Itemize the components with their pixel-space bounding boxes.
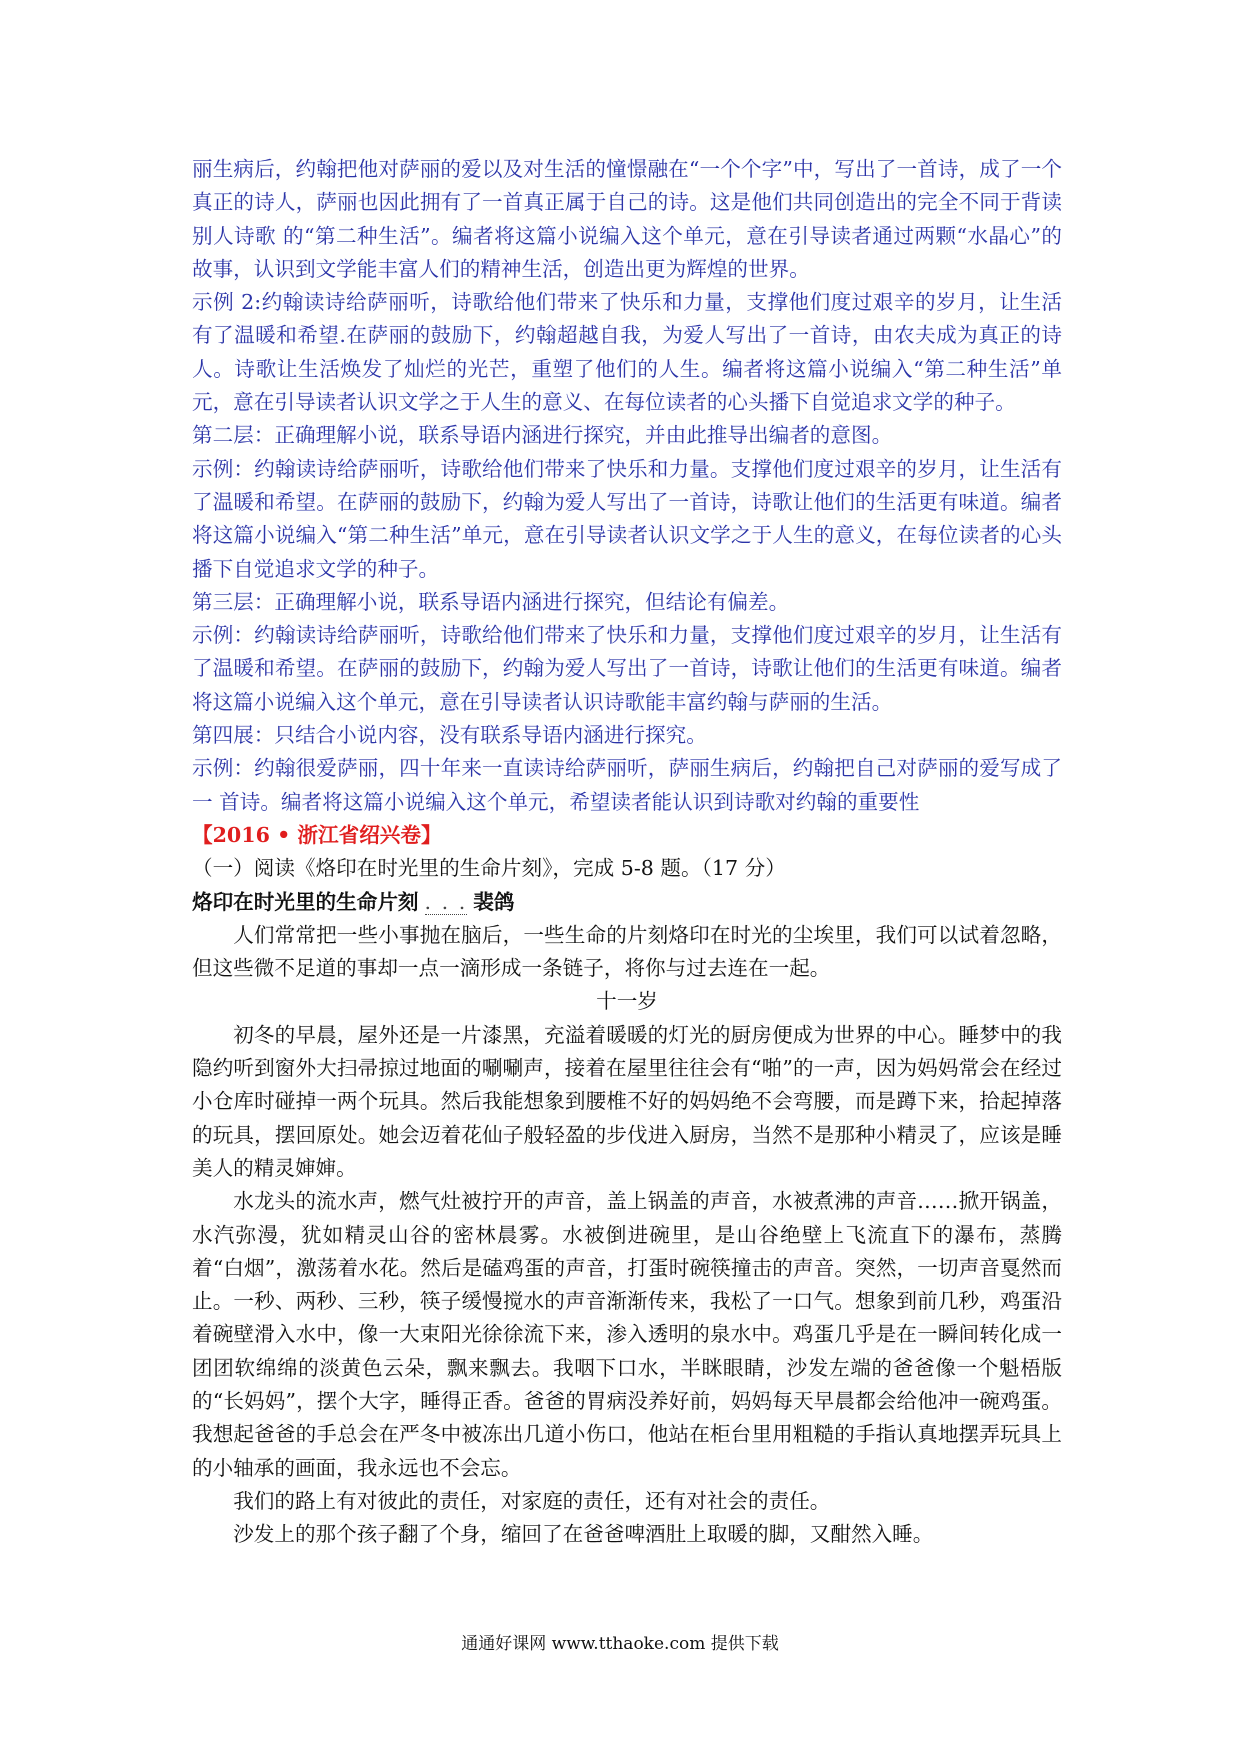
answer-example-2: 示例 2:约翰读诗给萨丽听，诗歌给他们带来了快乐和力量，支撑他们度过艰辛的岁月，让生活有了温暖和希望.在萨丽的鼓励下，约翰超越自我，为爱人写出了一首诗，由农夫成为真正的诗人。诗歌让生活焕发了灿烂的光芒，重塑了他们的人生。编者将这篇小说编入“第二种生活”单元，意在引导读者认识文学之于人生的意义、在每位读者的心头播下自觉追求文学的种子。 <box>192 290 1062 415</box>
answer-level-3-heading: 第三层：正确理解小说，联系导语内涵进行探究，但结论有偏差。 <box>192 589 790 614</box>
page-content <box>192 153 1062 1551</box>
article-paragraph-3: 我们的路上有对彼此的责任，对家庭的责任，还有对社会的责任。 <box>233 1488 831 1513</box>
page-footer: 通通好课网 www.tthaoke.com 提供下载 <box>461 1634 779 1654</box>
article-paragraph-2: 水龙头的流水声，燃气灶被拧开的声音，盖上锅盖的声音，水被煮沸的声音……掀开锅盖，水汽弥漫，犹如精灵山谷的密林晨雾。水被倒进碗里，是山谷绝壁上飞流直下的瀑布，蒸腾着“白烟”，激荡着水花。然后是磕鸡蛋的声音，打蛋时碗筷撞击的声音。突然，一切声音戛然而止。一秒、两秒、三秒，筷子缓慢搅水的声音渐渐传来，我松了一口气。想象到前几秒，鸡蛋沿着碗壁滑入水中，像一大束阳光徐徐流下来，渗入透明的泉水中。鸡蛋几乎是在一瞬间转化成一团团软绵绵的淡黄色云朵，飘来飘去。我咽下口水，半眯眼睛，沙发左端的爸爸像一个魁梧版的“长妈妈”，摆个大字，睡得正香。爸爸的胃病没养好前，妈妈每天早晨都会给他冲一碗鸡蛋。我想起爸爸的手总会在严冬中被冻出几道小伤口，他站在柜台里用粗糙的手指认真地摆弄玩具上的小轴承的画面，我永远也不会忘。 <box>192 1189 1062 1480</box>
question-intro: （一）阅读《烙印在时光里的生命片刻》，完成 5-8 题。（17 分） <box>192 856 786 881</box>
section-heading: 十一岁 <box>596 989 658 1014</box>
answer-paragraph-1: 丽生病后，约翰把他对萨丽的爱以及对生活的憧憬融在“一个个字”中，写出了一首诗，成了一个真正的诗人，萨丽也因此拥有了一首真正属于自己的诗。这是他们共同创造出的完全不同于背读别人诗歌 的“第二种生活”。编者将这篇小说编入这个单元，意在引导读者通过两颗“水晶心”的故事，认识到文学能丰富人们的精神生活，创造出更为辉煌的世界。 <box>192 157 1062 281</box>
exam-source-heading: 【2016 • 浙江省绍兴卷】 <box>192 822 442 847</box>
answer-level-3-example: 示例：约翰读诗给萨丽听，诗歌给他们带来了快乐和力量，支撑他们度过艰辛的岁月，让生活有了温暖和希望。在萨丽的鼓励下，约翰为爱人写出了一首诗，诗歌让他们的生活更有味道。编者将这篇小说编入这个单元，意在引导读者认识诗歌能丰富约翰与萨丽的生活。 <box>192 623 1062 714</box>
article-paragraph-4: 沙发上的那个孩子翻了个身，缩回了在爸爸啤酒肚上取暖的脚，又酣然入睡。 <box>233 1522 934 1547</box>
answer-level-2-heading: 第二层：正确理解小说，联系导语内涵进行探究，并由此推导出编者的意图。 <box>192 423 893 448</box>
answer-level-4-heading: 第四展：只结合小说内容，没有联系导语内涵进行探究。 <box>192 723 707 748</box>
article-title-line <box>192 886 1062 919</box>
article-intro-paragraph: 人们常常把一些小事抛在脑后，一些生命的片刻烙印在时光的尘埃里，我们可以试着忽略，但这些微不足道的事却一点一滴形成一条链子，将你与过去连在一起。 <box>192 922 1062 981</box>
article-author: 裴鸽 <box>473 889 515 914</box>
article-title: 烙印在时光里的生命片刻 <box>192 889 419 914</box>
article-paragraph-1: 初冬的早晨，屋外还是一片漆黑，充溢着暖暖的灯光的厨房便成为世界的中心。睡梦中的我隐约听到窗外大扫帚掠过地面的唰唰声，接着在屋里往往会有“啪”的一声，因为妈妈常会在经过小仓库时碰掉一两个玩具。然后我能想象到腰椎不好的妈妈绝不会弯腰，而是蹲下来，拾起掉落的玩具，摆回原处。她会迈着花仙子般轻盈的步伐进入厨房，当然不是那种小精灵了，应该是睡美人的精灵婶婶。 <box>192 1022 1062 1180</box>
answer-level-2-example: 示例：约翰读诗给萨丽听，诗歌给他们带来了快乐和力量。支撑他们度过艰辛的岁月，让生活有了温暖和希望。在萨丽的鼓励下，约翰为爱人写出了一首诗，诗歌让他们的生活更有味道。编者将这篇小说编入“第二种生活”单元，意在引导读者认识文学之于人生的意义，在每位读者的心头播下自觉追求文学的种子。 <box>192 456 1062 581</box>
answer-level-4-example: 示例：约翰很爱萨丽，四十年来一直读诗给萨丽听，萨丽生病后，约翰把自己对萨丽的爱写成了一 首诗。编者将这篇小说编入这个单元，希望读者能认识到诗歌对约翰的重要性 <box>192 756 1062 814</box>
title-separator: . . . <box>424 889 468 914</box>
